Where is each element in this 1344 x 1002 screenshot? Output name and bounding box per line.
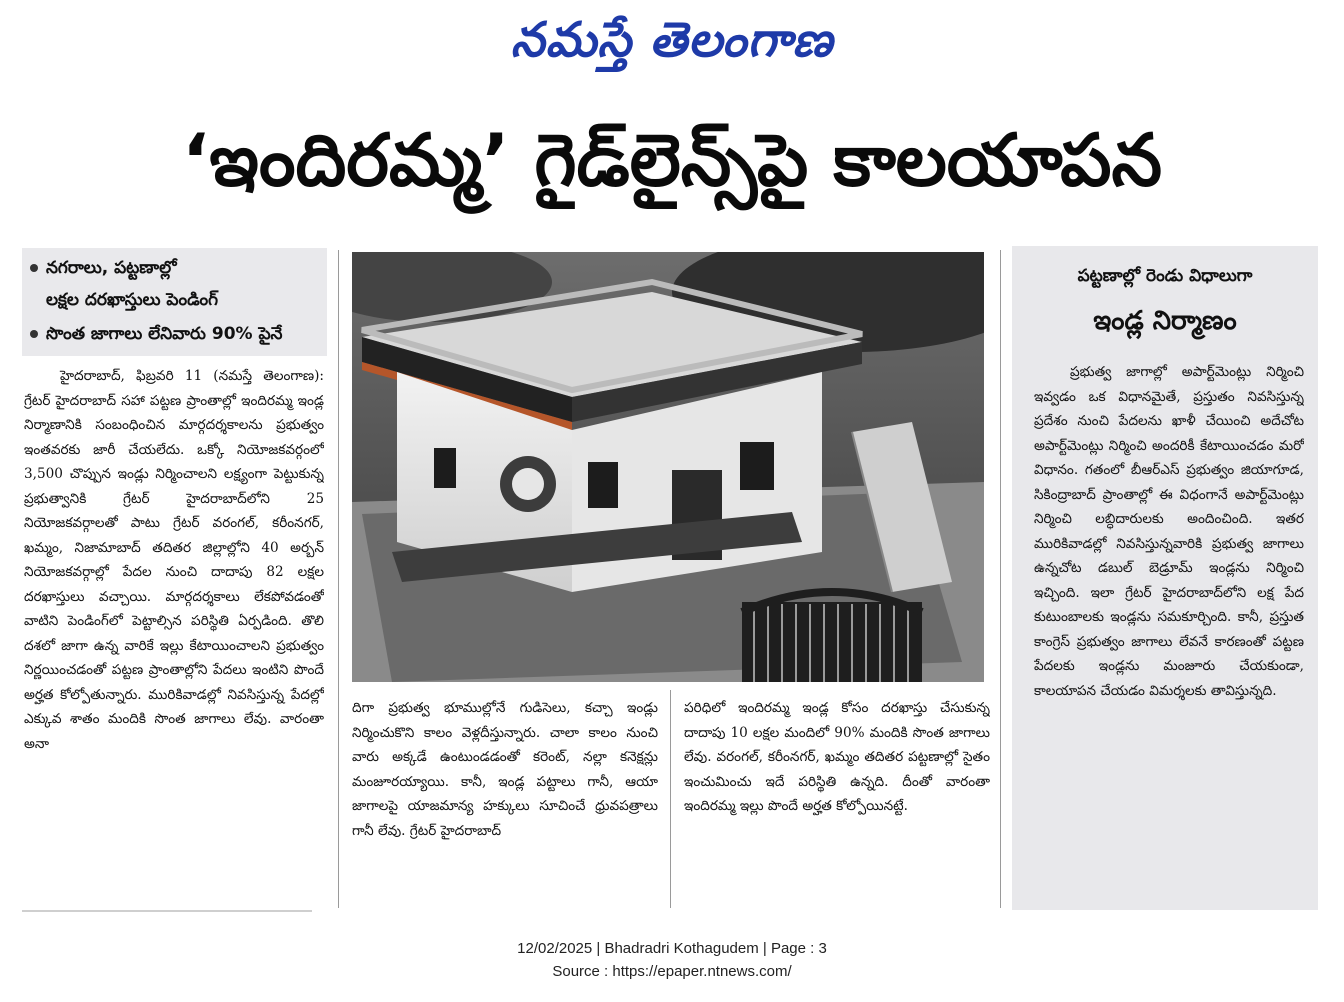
kicker-item: నగరాలు, పట్టణాల్లో — [30, 256, 177, 280]
column-divider — [670, 690, 671, 908]
sidebar-paragraph: ప్రభుత్వ జాగాల్లో అపార్ట్‌మెంట్లు నిర్మించి ఇవ్వడం ఒక విధానమైతే, ప్రస్తుతం నివసిస్తున్న ప్రదేశం నుంచి పేదలను ఖాళీ చేయించి అదేచోట అపార్ట్‌మెంట్లు నిర్మించి అందరికీ కేటాయించడం మరో విధానం. గతంలో బీఆర్‌ఎస్ ప్రభుత్వం జియాగూడ, సికింద్రాబాద్ ప్రాంతాల్లో ఈ విధంగానే అపార్ట్‌మెంట్లు నిర్మించి లబ్ధిదారులకు అందించింది. ఇతర మురికివాడల్లో నివసిస్తున్నవారికి ప్రభుత్వ జాగాలు ఉన్నచోట డబుల్ బెడ్రూమ్ ఇండ్లను నిర్మించి ఇచ్చింది. ఇలా గ్రేటర్ హైదరాబాద్‌లోని లక్ష పేద కుటుంబాలకు ఇండ్లను సమకూర్చింది. కానీ, ప్రస్తుత కాంగ్రెస్ ప్రభుత్వం జాగాలు లేవనే కారణంతో పట్టణ పేదలకు ఇండ్లను మంజూరు చేయకుండా, కాలయాపన చేయడం విమర్శలకు తావిస్తున్నది. — [1034, 364, 1304, 699]
column-end-rule — [22, 910, 312, 912]
sidebar-title: ఇండ్ల నిర్మాణం — [1093, 306, 1237, 336]
house-illustration — [352, 252, 984, 682]
column-divider — [1000, 250, 1001, 908]
article-paragraph: హైదరాబాద్, ఫిబ్రవరి 11 (నమస్తే తెలంగాణ): గ్రేటర్ హైదరాబాద్ సహా పట్టణ ప్రాంతాల్లో ఇందిరమ్మ ఇండ్ల నిర్మాణానికి సంబంధించిన మార్గదర్శకాలను ప్రభుత్వం ఇంతవరకు జారీ చేయలేదు. ఒక్కో నియోజకవర్గంలో 3,500 చొప్పున ఇండ్లు నిర్మించాలని లక్ష్యంగా పెట్టుకున్న ప్రభుత్వానికి గ్రేటర్ హైదరాబాద్‌లోని 25 నియోజకవర్గాలతో పాటు గ్రేటర్ వరంగల్, కరీంనగర్, ఖమ్మం, నిజామాబాద్ తదితర జిల్లాల్లోని 40 అర్బన్ నియోజకవర్గాల్లో పేదల నుంచి దాదాపు 82 లక్షల దరఖాస్తులు వచ్చాయి. మార్గదర్శకాలు లేకపోవడంతో వాటిని పెండింగ్‌లో పెట్టాల్సిన పరిస్థితి ఏర్పడింది. తొలి దశలో జాగా ఉన్న వారికే ఇల్లు కేటాయించాలని ప్రభుత్వం నిర్ణయించడంతో పట్టణ ప్రాంతాల్లోని పేదలు ఇంటిని పొందే అర్హత కోల్పోతున్నారు. మురికివాడల్లో నివసిస్తున్న పేదల్లో ఎక్కువ శాతం మందికి సొంత జాగాలు లేవు. వారంతా అనా — [24, 368, 324, 752]
kicker-box — [22, 248, 327, 356]
sidebar-subtitle: పట్టణాల్లో రెండు విధాలుగా — [1077, 266, 1253, 286]
footer-source: Source : https://epaper.ntnews.com/ — [552, 963, 792, 980]
kicker-item: లక్షల దరఖాస్తులు పెండింగ్ — [46, 290, 218, 310]
kicker-item: సొంత జాగాలు లేనివారు 90% పైనే — [30, 322, 283, 346]
article-paragraph: పరిధిలో ఇందిరమ్మ ఇండ్ల కోసం దరఖాస్తు చేసుకున్న దాదాపు 10 లక్షల మందిలో 90% మందికి సొంత జాగాలు లేవు. వరంగల్, కరీంనగర్, ఖమ్మం తదితర పట్టణాల్లో సైతం ఇంచుమించు ఇదే పరిస్థితి ఉన్నది. దీంతో వారంతా ఇందిరమ్మ ఇల్లు పొందే అర్హత కోల్పోయినట్టే. — [684, 700, 990, 814]
newspaper-masthead: నమస్తే తెలంగాణ — [510, 12, 834, 68]
article-paragraph: దిగా ప్రభుత్వ భూముల్లోనే గుడిసెలు, కచ్చా ఇండ్లు నిర్మించుకొని కాలం వెళ్లదీస్తున్నారు. చాలా కాలం నుంచి వారు అక్కడే ఉంటుండడంతో కరెంట్, నల్లా కనెక్షన్లు మంజూరయ్యాయి. కానీ, ఇండ్ల పట్టాలు గానీ, ఆయా జాగాలపై యాజమాన్య హక్కులు సూచించే ధ్రువపత్రాలు గానీ లేవు. గ్రేటర్ హైదరాబాద్ — [352, 700, 658, 839]
article-column-1 — [24, 364, 324, 906]
article-column-2 — [352, 696, 658, 896]
bullet-icon — [30, 330, 38, 338]
footer-dateline: 12/02/2025 | Bhadradri Kothagudem | Page : 3 — [517, 940, 827, 957]
article-column-3 — [684, 696, 990, 896]
article-headline: ‘ఇందిరమ్మ’ గైడ్‌లైన్స్‌పై కాలయాపన — [182, 118, 1162, 202]
sidebar-body — [1034, 360, 1304, 900]
bullet-icon — [30, 264, 38, 272]
column-divider — [338, 250, 339, 908]
house-photo — [352, 252, 984, 682]
